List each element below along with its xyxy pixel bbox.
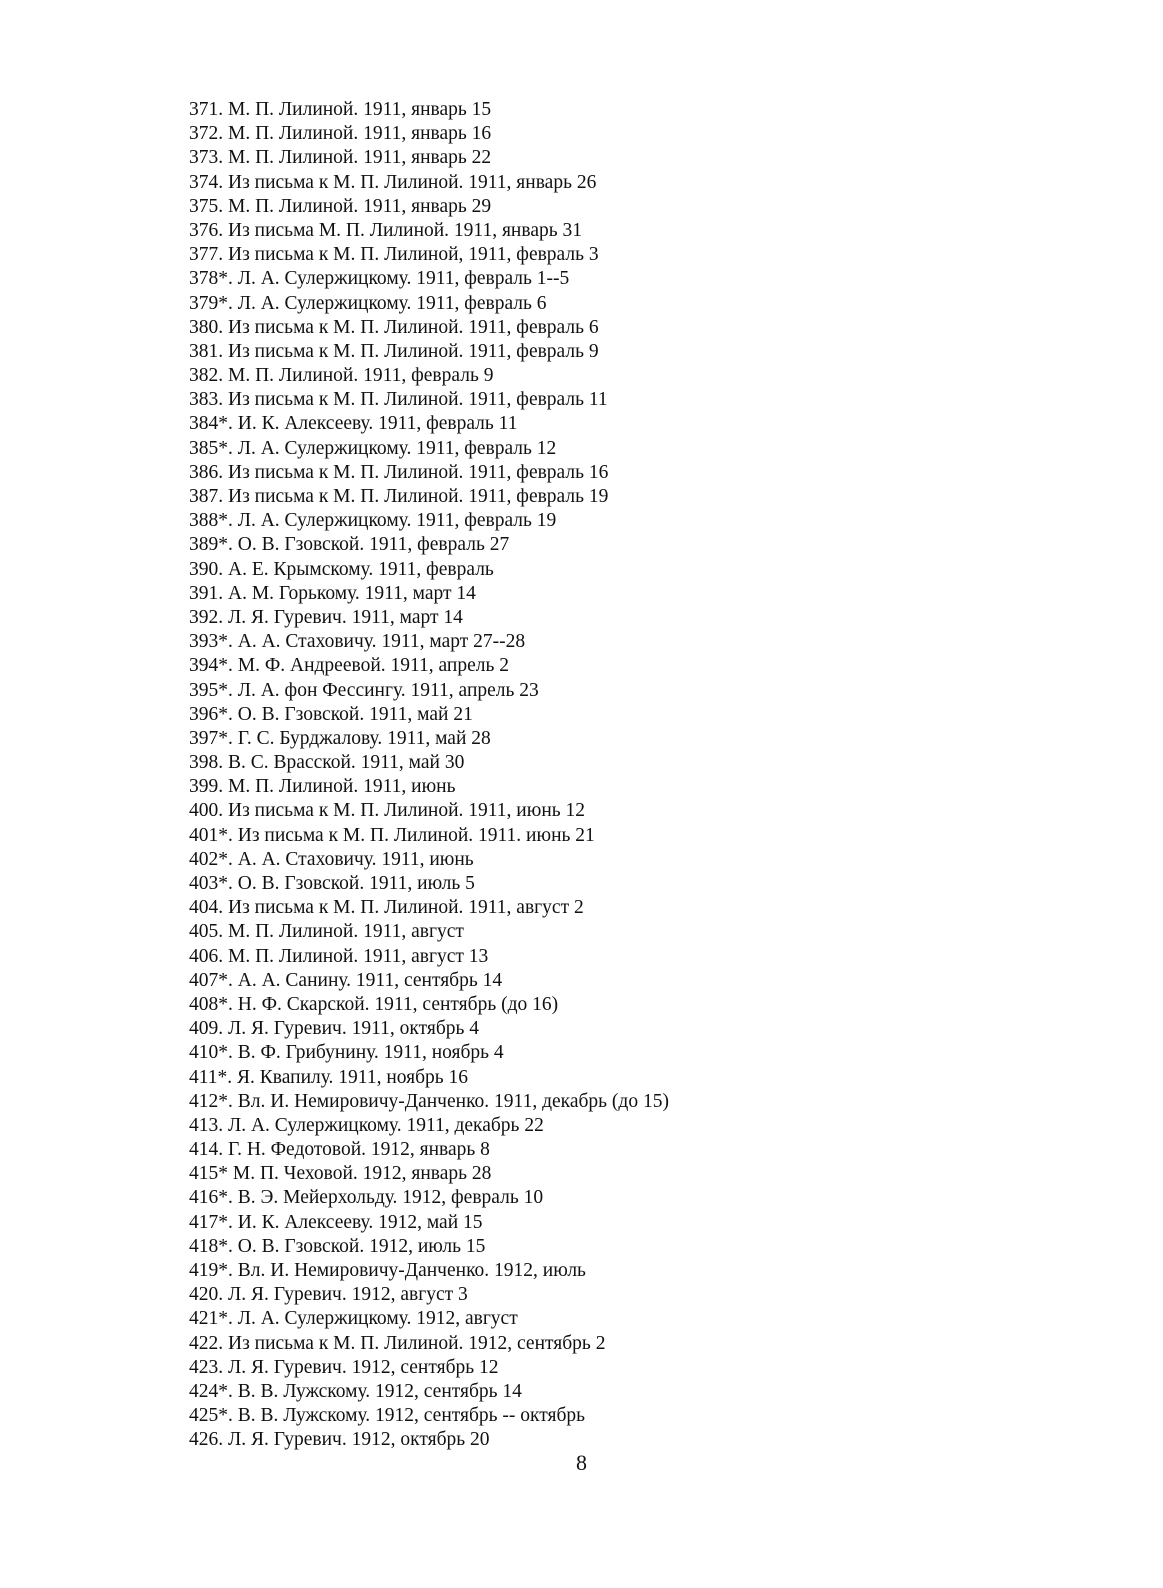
list-item: 388*. Л. А. Сулержицкому. 1911, февраль 19: [189, 510, 557, 532]
list-item: 409. Л. Я. Гуревич. 1911, октябрь 4: [189, 1018, 480, 1040]
list-item: 415* М. П. Чеховой. 1912, январь 28: [189, 1163, 492, 1185]
list-item: 374. Из письма к М. П. Лилиной. 1911, январь 26: [189, 171, 597, 193]
list-item: 371. М. П. Лилиной. 1911, январь 15: [189, 99, 492, 120]
list-item: 412*. Вл. И. Немировичу-Данченко. 1911, декабрь (до 15): [189, 1090, 669, 1112]
list-item: 416*. В. Э. Мейерхольду. 1912, февраль 10: [189, 1187, 544, 1209]
list-item: 381. Из письма к М. П. Лилиной. 1911, февраль 9: [189, 340, 599, 362]
list-item: 393*. А. А. Стаховичу. 1911, март 27--28: [189, 631, 526, 653]
list-item: 413. Л. А. Сулержицкому. 1911, декабрь 22: [189, 1114, 544, 1136]
list-item: 410*. В. Ф. Грибунину. 1911, ноябрь 4: [189, 1042, 504, 1064]
list-item: 407*. А. А. Санину. 1911, сентябрь 14: [189, 969, 503, 991]
list-item: 422. Из письма к М. П. Лилиной. 1912, сентябрь 2: [189, 1332, 606, 1354]
list-item: 426. Л. Я. Гуревич. 1912, октябрь 20: [189, 1429, 490, 1451]
list-item: 389*. О. В. Гзовской. 1911, февраль 27: [189, 534, 510, 556]
list-item: 391. А. М. Горькому. 1911, март 14: [189, 582, 476, 604]
list-item: 418*. О. В. Гзовской. 1912, июль 15: [189, 1235, 486, 1257]
list-item: 401*. Из письма к М. П. Лилиной. 1911. июнь 21: [189, 824, 595, 846]
page-number: 8: [576, 1450, 587, 1475]
list-item: 395*. Л. А. фон Фессингу. 1911, апрель 23: [189, 679, 539, 701]
list-item: 394*. М. Ф. Андреевой. 1911, апрель 2: [189, 655, 510, 677]
list-item: 399. М. П. Лилиной. 1911, июнь: [189, 776, 456, 798]
list-item: 400. Из письма к М. П. Лилиной. 1911, июнь 12: [189, 800, 586, 822]
list-item: 417*. И. К. Алексееву. 1912, май 15: [189, 1211, 483, 1233]
list-item: 408*. Н. Ф. Скарской. 1911, сентябрь (до 16): [189, 993, 559, 1015]
list-item: 421*. Л. А. Сулержицкому. 1912, август: [189, 1308, 518, 1330]
list-item: 386. Из письма к М. П. Лилиной. 1911, февраль 16: [189, 461, 609, 483]
list-item: 397*. Г. С. Бурджалову. 1911, май 28: [189, 727, 491, 749]
list-item: 376. Из письма М. П. Лилиной. 1911, январь 31: [189, 219, 582, 241]
list-item: 419*. Вл. И. Немировичу-Данченко. 1912, июль: [189, 1260, 586, 1281]
letters-index-list: [189, 98, 669, 1453]
list-item: 380. Из письма к М. П. Лилиной. 1911, февраль 6: [189, 316, 599, 338]
list-item: 385*. Л. А. Сулержицкому. 1911, февраль 12: [189, 437, 557, 459]
list-item: 423. Л. Я. Гуревич. 1912, сентябрь 12: [189, 1356, 499, 1378]
list-item: 377. Из письма к М. П. Лилиной, 1911, февраль 3: [189, 244, 599, 266]
list-item: 411*. Я. Квапилу. 1911, ноябрь 16: [189, 1066, 469, 1088]
list-item: 372. М. П. Лилиной. 1911, январь 16: [189, 123, 492, 145]
list-item: 382. М. П. Лилиной. 1911, февраль 9: [189, 365, 494, 387]
list-item: 424*. В. В. Лужскому. 1912, сентябрь 14: [189, 1380, 522, 1402]
list-item: 373. М. П. Лилиной. 1911, январь 22: [189, 147, 492, 169]
list-item: 405. М. П. Лилиной. 1911, август: [189, 921, 464, 943]
list-item: 425*. В. В. Лужскому. 1912, сентябрь -- октябрь: [189, 1405, 586, 1427]
list-item: 396*. О. В. Гзовской. 1911, май 21: [189, 703, 473, 725]
list-item: 375. М. П. Лилиной. 1911, январь 29: [189, 195, 492, 217]
list-item: 384*. И. К. Алексееву. 1911, февраль 11: [189, 413, 518, 435]
list-item: 403*. О. В. Гзовской. 1911, июль 5: [189, 873, 475, 894]
list-item: 383. Из письма к М. П. Лилиной. 1911, февраль 11: [189, 389, 608, 411]
list-item: 387. Из письма к М. П. Лилиной. 1911, февраль 19: [189, 486, 609, 507]
list-item: 398. В. С. Врасской. 1911, май 30: [189, 752, 465, 774]
list-item: 406. М. П. Лилиной. 1911, август 13: [189, 945, 489, 967]
list-item: 392. Л. Я. Гуревич. 1911, март 14: [189, 606, 463, 628]
list-item: 420. Л. Я. Гуревич. 1912, август 3: [189, 1284, 468, 1306]
list-item: 414. Г. Н. Федотовой. 1912, январь 8: [189, 1139, 490, 1161]
list-item: 379*. Л. А. Сулержицкому. 1911, февраль 6: [189, 292, 547, 314]
list-item: 402*. А. А. Стаховичу. 1911, июнь: [189, 848, 474, 870]
list-item: 378*. Л. А. Сулержицкому. 1911, февраль 1--5: [189, 268, 570, 290]
list-item: 390. А. Е. Крымскому. 1911, февраль: [189, 558, 494, 580]
list-item: 404. Из письма к М. П. Лилиной. 1911, август 2: [189, 897, 584, 919]
